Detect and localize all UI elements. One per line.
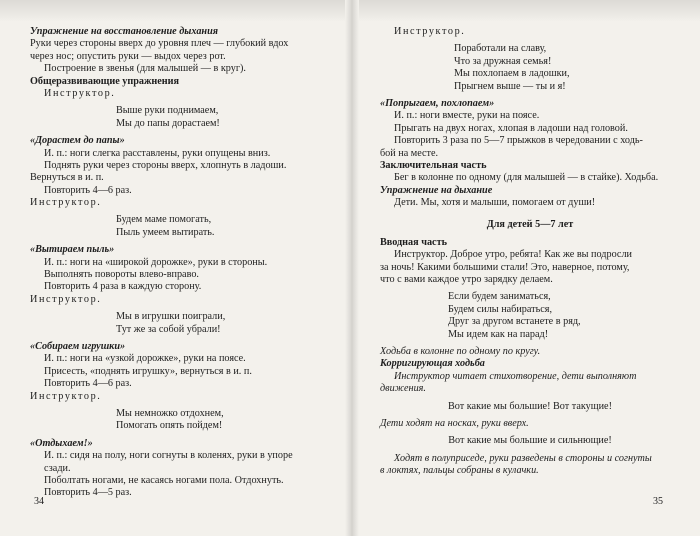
text-line: Присесть, «поднять игрушку», вернуться в и. п.: [44, 365, 252, 377]
text-line: Поболтать ногами, не касаясь ногами пола. Отдохнуть.: [44, 474, 284, 486]
verse-line: Поработали на славу,: [454, 43, 547, 55]
page-number-left: 34: [34, 496, 44, 507]
text-line: Построение в звенья (для малышей — в круг).: [44, 63, 246, 75]
speaker-label: Инструктор.: [44, 87, 116, 99]
verse-line: Помогать опять пойдем!: [116, 420, 223, 432]
text-line: И. п.: ноги на «широкой дорожке», руки в стороны.: [44, 256, 268, 268]
instruction-line: в локтях, пальцы собраны в кулачки.: [380, 465, 539, 477]
page-number-right: 35: [653, 496, 663, 507]
verse-line: Мы похлопаем в ладошки,: [454, 68, 570, 80]
text-line: И. п.: ноги вместе, руки на поясе.: [394, 110, 540, 122]
verse-line: Тут же за собой убрали!: [116, 323, 221, 335]
verse-line: Будем силы набираться,: [448, 303, 553, 315]
verse-line: Друг за другом встанете в ряд,: [448, 316, 581, 328]
verse-line: Мы немножко отдохнем,: [116, 407, 224, 419]
verse-line: Вот какие мы большие и сильнющие!: [448, 435, 612, 447]
section-heading: Корригирующая ходьба: [380, 358, 485, 370]
verse-line: Мы в игрушки поиграли,: [116, 311, 226, 323]
speaker-label: Инструктор.: [30, 197, 102, 209]
verse-line: Мы идем как на парад!: [448, 328, 549, 340]
exercise-title: «Собираем игрушки»: [30, 340, 126, 352]
section-heading: Упражнение на дыхание: [380, 184, 493, 196]
text-line: бой на месте.: [380, 147, 439, 159]
exercise-title: «Дорастем до папы»: [30, 135, 125, 147]
text-line: Прыгать на двух ногах, хлопая в ладоши над головой.: [394, 122, 628, 134]
section-heading: Упражнение на восстановление дыхания: [30, 26, 218, 37]
text-line: Выполнять повороты влево-вправо.: [44, 269, 199, 281]
section-heading: Вводная часть: [380, 236, 447, 248]
left-page: [30, 26, 348, 500]
section-heading: Общеразвивающие упражнения: [30, 75, 180, 87]
verse-line: Прыгнем выше — ты и я!: [454, 80, 566, 92]
instruction-line: Дети ходят на носках, руки вверх.: [380, 417, 529, 429]
instruction-line: Ходьба в колонне по одному по кругу.: [380, 345, 541, 357]
exercise-title: «Отдыхаем!»: [30, 437, 93, 449]
exercise-title: «Попрыгаем, похлопаем»: [380, 97, 495, 109]
verse-line: Выше руки поднимаем,: [116, 105, 219, 117]
verse-line: Будем маме помогать,: [116, 214, 212, 226]
speaker-label: Инструктор.: [394, 26, 466, 37]
text-line: Повторить 3 раза по 5—7 прыжков в чередовании с ходь-: [394, 135, 643, 147]
section-heading: Заключительная часть: [380, 159, 487, 171]
verse-line: Вот какие мы большие! Вот такущие!: [448, 400, 612, 412]
text-line: Повторить 4 раза в каждую сторону.: [44, 281, 202, 293]
speaker-label: Инструктор.: [30, 293, 102, 305]
text-line: Повторить 4—6 раз.: [44, 378, 132, 390]
right-page: [380, 26, 680, 478]
text-line: Инструктор. Доброе утро, ребята! Как же вы подросли: [394, 249, 632, 261]
text-line: Повторить 4—5 раз.: [44, 487, 132, 499]
text-line: Вернуться в и. п.: [30, 172, 104, 184]
text-line: Дети. Мы, хотя и малыши, помогаем от души!: [394, 197, 596, 209]
text-line: Повторить 4—6 раз.: [44, 184, 132, 196]
verse-line: Мы до папы дорастаем!: [116, 117, 220, 129]
instruction-line: Инструктор читает стихотворение, дети выполняют: [394, 370, 637, 382]
text-line: что с вами каждое утро зарядку делаем.: [380, 274, 553, 286]
verse-line: Если будем заниматься,: [448, 291, 551, 303]
text-line: Руки через стороны вверх до уровня плеч — глубокий вдох: [30, 38, 289, 50]
instruction-line: движения.: [380, 383, 426, 395]
text-line: Бег в колонне по одному (для малышей — в стайке). Ходьба.: [394, 172, 659, 184]
text-line: Поднять руки через стороны вверх, хлопнуть в ладоши.: [44, 159, 287, 171]
age-group-heading: Для детей 5—7 лет: [486, 219, 574, 231]
verse-line: Пыль умеем вытирать.: [116, 226, 215, 238]
text-line: И. п.: ноги слегка расставлены, руки опущены вниз.: [44, 147, 271, 159]
instruction-line: Ходят в полуприседе, руки разведены в стороны и согнуты: [394, 452, 652, 464]
text-line: за ночь! Какими большими стали! Это, наверное, потому,: [380, 261, 630, 273]
text-line: И. п.: сидя на полу, ноги согнуты в коленях, руки в упоре: [44, 450, 293, 462]
exercise-title: «Вытираем пыль»: [30, 244, 115, 256]
text-line: через нос; опустить руки — выдох через рот.: [30, 50, 226, 62]
verse-line: Что за дружная семья!: [454, 55, 552, 67]
speaker-label: Инструктор.: [30, 390, 102, 402]
text-line: И. п.: ноги на «узкой дорожке», руки на поясе.: [44, 353, 246, 365]
text-line: сзади.: [44, 462, 71, 474]
